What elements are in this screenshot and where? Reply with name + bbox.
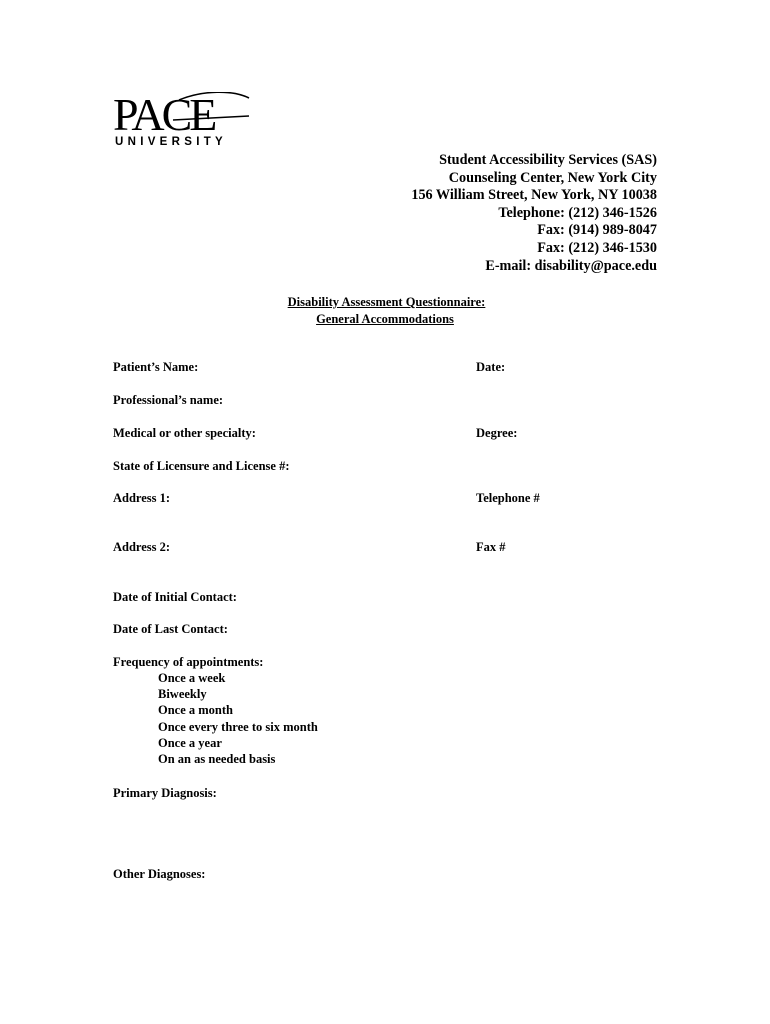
frequency-option: Once a week bbox=[158, 671, 226, 685]
address-1-label: Address 1: bbox=[113, 491, 171, 505]
frequency-label: Frequency of appointments: bbox=[113, 655, 264, 669]
title-line-2: General Accommodations bbox=[316, 311, 454, 326]
office-telephone: Telephone: (212) 346-1526 bbox=[498, 204, 657, 221]
date-label: Date: bbox=[476, 360, 506, 374]
frequency-options-list bbox=[158, 670, 318, 767]
pace-university-logo bbox=[113, 89, 253, 152]
office-center: Counseling Center, New York City bbox=[448, 169, 657, 186]
office-contact-block bbox=[411, 152, 657, 275]
initial-contact-label: Date of Initial Contact: bbox=[113, 590, 237, 604]
licensure-label: State of Licensure and License #: bbox=[113, 459, 290, 473]
specialty-label: Medical or other specialty: bbox=[113, 426, 256, 440]
document-title bbox=[0, 294, 770, 327]
office-fax-1: Fax: (914) 989-8047 bbox=[537, 222, 657, 239]
title-line-1: Disability Assessment Questionnaire: bbox=[287, 295, 486, 309]
logo-subtext: UNIVERSITY bbox=[115, 136, 228, 148]
office-name: Student Accessibility Services (SAS) bbox=[439, 152, 657, 168]
professional-name-label: Professional’s name: bbox=[113, 393, 224, 407]
fax-label: Fax # bbox=[476, 540, 506, 554]
frequency-option: Once a month bbox=[158, 703, 233, 718]
office-email: E-mail: disability@pace.edu bbox=[485, 257, 657, 274]
last-contact-label: Date of Last Contact: bbox=[113, 622, 228, 636]
logo-wordmark: PACE bbox=[113, 89, 215, 140]
frequency-option: Once every three to six month bbox=[158, 719, 318, 734]
primary-diagnosis-label: Primary Diagnosis: bbox=[113, 786, 217, 800]
office-address: 156 William Street, New York, NY 10038 bbox=[411, 187, 657, 204]
degree-label: Degree: bbox=[476, 426, 518, 440]
address-2-label: Address 2: bbox=[113, 540, 171, 554]
frequency-option: Once a year bbox=[158, 735, 222, 750]
frequency-option: Biweekly bbox=[158, 687, 207, 702]
patient-name-label: Patient’s Name: bbox=[113, 360, 199, 374]
telephone-label: Telephone # bbox=[476, 491, 540, 505]
other-diagnoses-label: Other Diagnoses: bbox=[113, 867, 206, 881]
frequency-option: On an as needed basis bbox=[158, 752, 276, 767]
office-fax-2: Fax: (212) 346-1530 bbox=[537, 239, 657, 256]
